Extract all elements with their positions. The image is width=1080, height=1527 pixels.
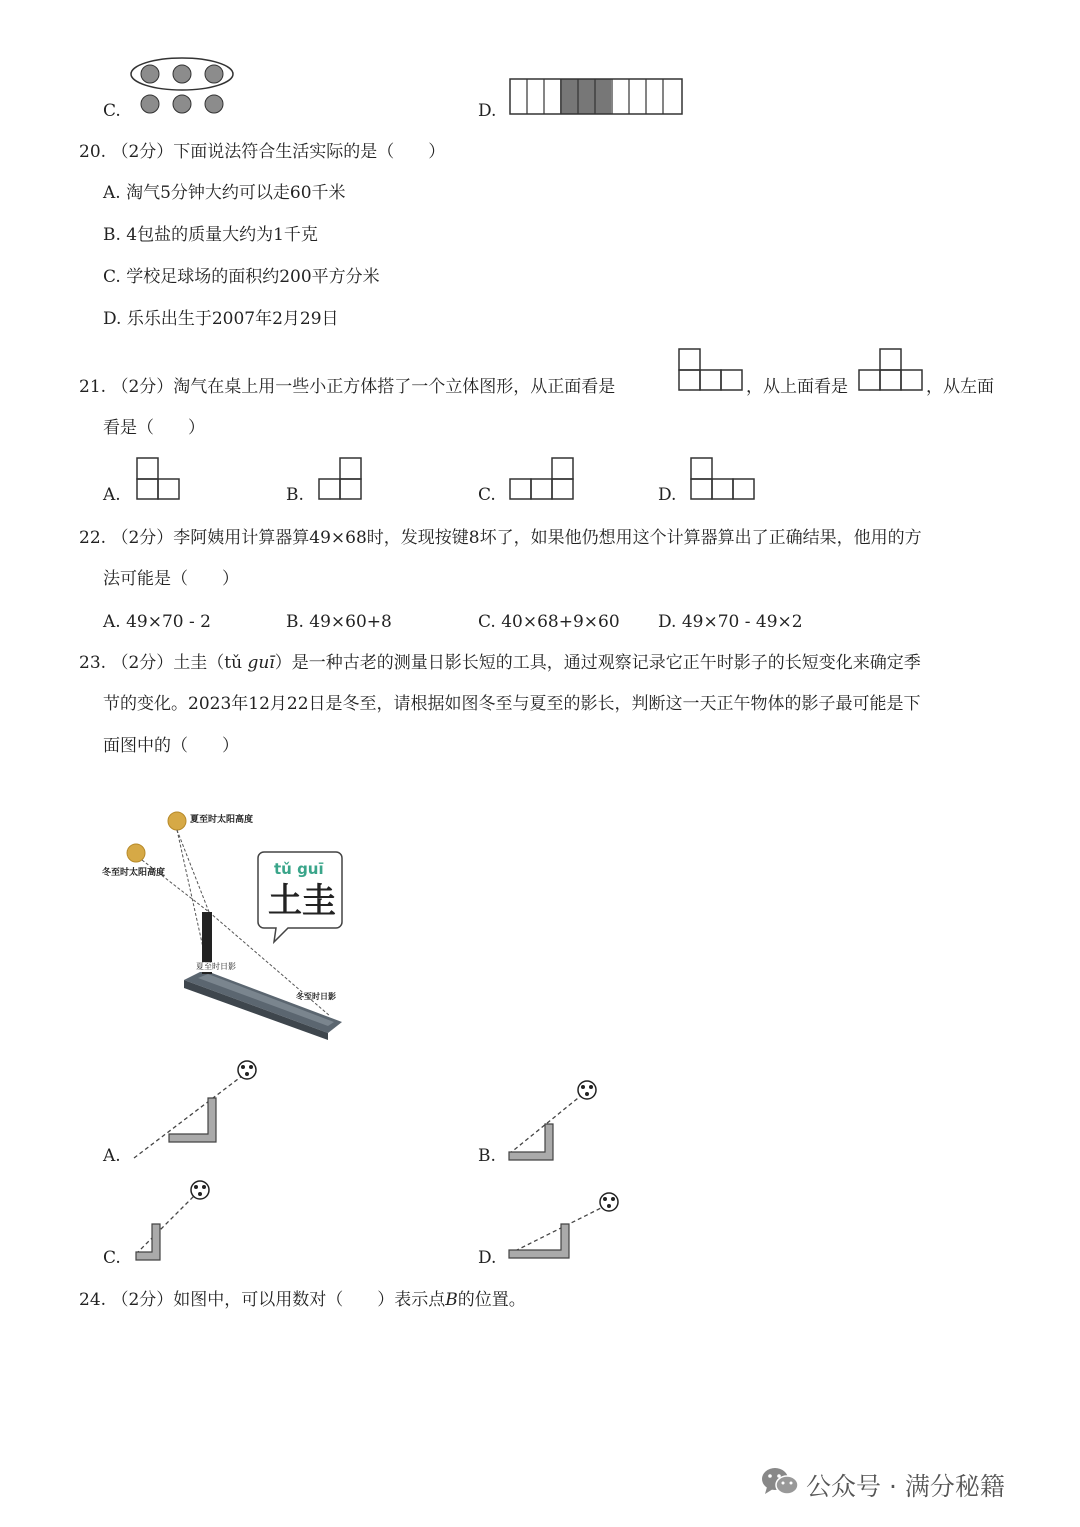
q20-option-c: C. 学校足球场的面积约200平方分米 bbox=[103, 267, 380, 287]
q21-option-d-label: D. bbox=[658, 485, 677, 505]
q22-option-b: B. 49×60+8 bbox=[286, 612, 392, 632]
q20-option-a: A. 淘气5分钟大约可以走60千米 bbox=[103, 183, 346, 203]
q21-stem-line2: 看是（ ） bbox=[103, 418, 205, 438]
option-c-label: C. bbox=[103, 101, 121, 121]
q23-option-a-label: A. bbox=[103, 1146, 121, 1166]
tugui-title: 土圭 bbox=[268, 881, 336, 921]
q20-option-b: B. 4包盐的质量大约为1千克 bbox=[103, 225, 318, 245]
q21-stem-part2: ，从上面看是 bbox=[746, 377, 848, 397]
q23-option-b-figure bbox=[505, 1078, 605, 1164]
q23-option-b-label: B. bbox=[478, 1146, 496, 1166]
q23-option-a-figure bbox=[130, 1058, 260, 1160]
q21-option-c-figure bbox=[509, 457, 575, 501]
q21-stem-part3: ，从左面 bbox=[926, 377, 994, 397]
q22-option-d: D. 49×70 - 49×2 bbox=[658, 612, 803, 632]
q23-option-c-figure bbox=[130, 1178, 220, 1264]
q20-option-d: D. 乐乐出生于2007年2月29日 bbox=[103, 309, 339, 329]
top-view-figure bbox=[858, 348, 924, 392]
winter-sun-label: 冬至时太阳高度 bbox=[102, 868, 166, 878]
q21-option-b-label: B. bbox=[286, 485, 304, 505]
q23-stem-line3: 面图中的（ ） bbox=[103, 736, 239, 756]
q23-option-d-figure bbox=[505, 1190, 629, 1262]
q21-stem-part1: 21. （2分）淘气在桌上用一些小正方体搭了一个立体图形，从正面看是 bbox=[79, 377, 616, 397]
summer-sun-label: 夏至时太阳高度 bbox=[190, 815, 254, 825]
q22-stem-line2: 法可能是（ ） bbox=[103, 569, 239, 589]
watermark-text: 公众号 · 满分秘籍 bbox=[806, 1472, 1005, 1501]
tugui-pinyin: tǔ guī bbox=[274, 860, 324, 878]
q23-option-c-label: C. bbox=[103, 1248, 121, 1268]
tugui-illustration bbox=[98, 800, 360, 1055]
q23-stem-line2: 节的变化。2023年12月22日是冬至，请根据如图冬至与夏至的影长，判断这一天正午物体的影子最可能是下 bbox=[103, 694, 921, 714]
option-d-label: D. bbox=[478, 101, 497, 121]
wechat-icon bbox=[760, 1466, 800, 1498]
q21-option-d-figure bbox=[690, 457, 756, 501]
q22-option-a: A. 49×70 - 2 bbox=[103, 612, 211, 632]
dots-figure bbox=[130, 56, 240, 118]
winter-shadow-label: 冬至时日影 bbox=[296, 992, 336, 1001]
q21-option-a-label: A. bbox=[103, 485, 121, 505]
q22-option-c: C. 40×68+9×60 bbox=[478, 612, 620, 632]
q21-option-b-figure bbox=[318, 457, 364, 501]
q23-stem-line1: 23. （2分）土圭（tǔ guī）是一种古老的测量日影长短的工具，通过观察记录它正午时影子的长短变化来确定季 bbox=[79, 653, 921, 673]
q22-stem-line1: 22. （2分）李阿姨用计算器算49×68时，发现按键8坏了，如果他仍想用这个计算器算出了正确结果，他用的方 bbox=[79, 528, 922, 548]
q24-stem: 24. （2分）如图中，可以用数对（ ）表示点B的位置。 bbox=[79, 1290, 526, 1310]
q21-option-a-figure bbox=[136, 457, 182, 501]
summer-shadow-label: 夏至时日影 bbox=[196, 962, 236, 971]
strip-figure bbox=[509, 78, 685, 116]
q23-option-d-label: D. bbox=[478, 1248, 497, 1268]
q20-stem: 20. （2分）下面说法符合生活实际的是（ ） bbox=[79, 142, 446, 162]
front-view-figure bbox=[678, 348, 744, 392]
q21-option-c-label: C. bbox=[478, 485, 496, 505]
